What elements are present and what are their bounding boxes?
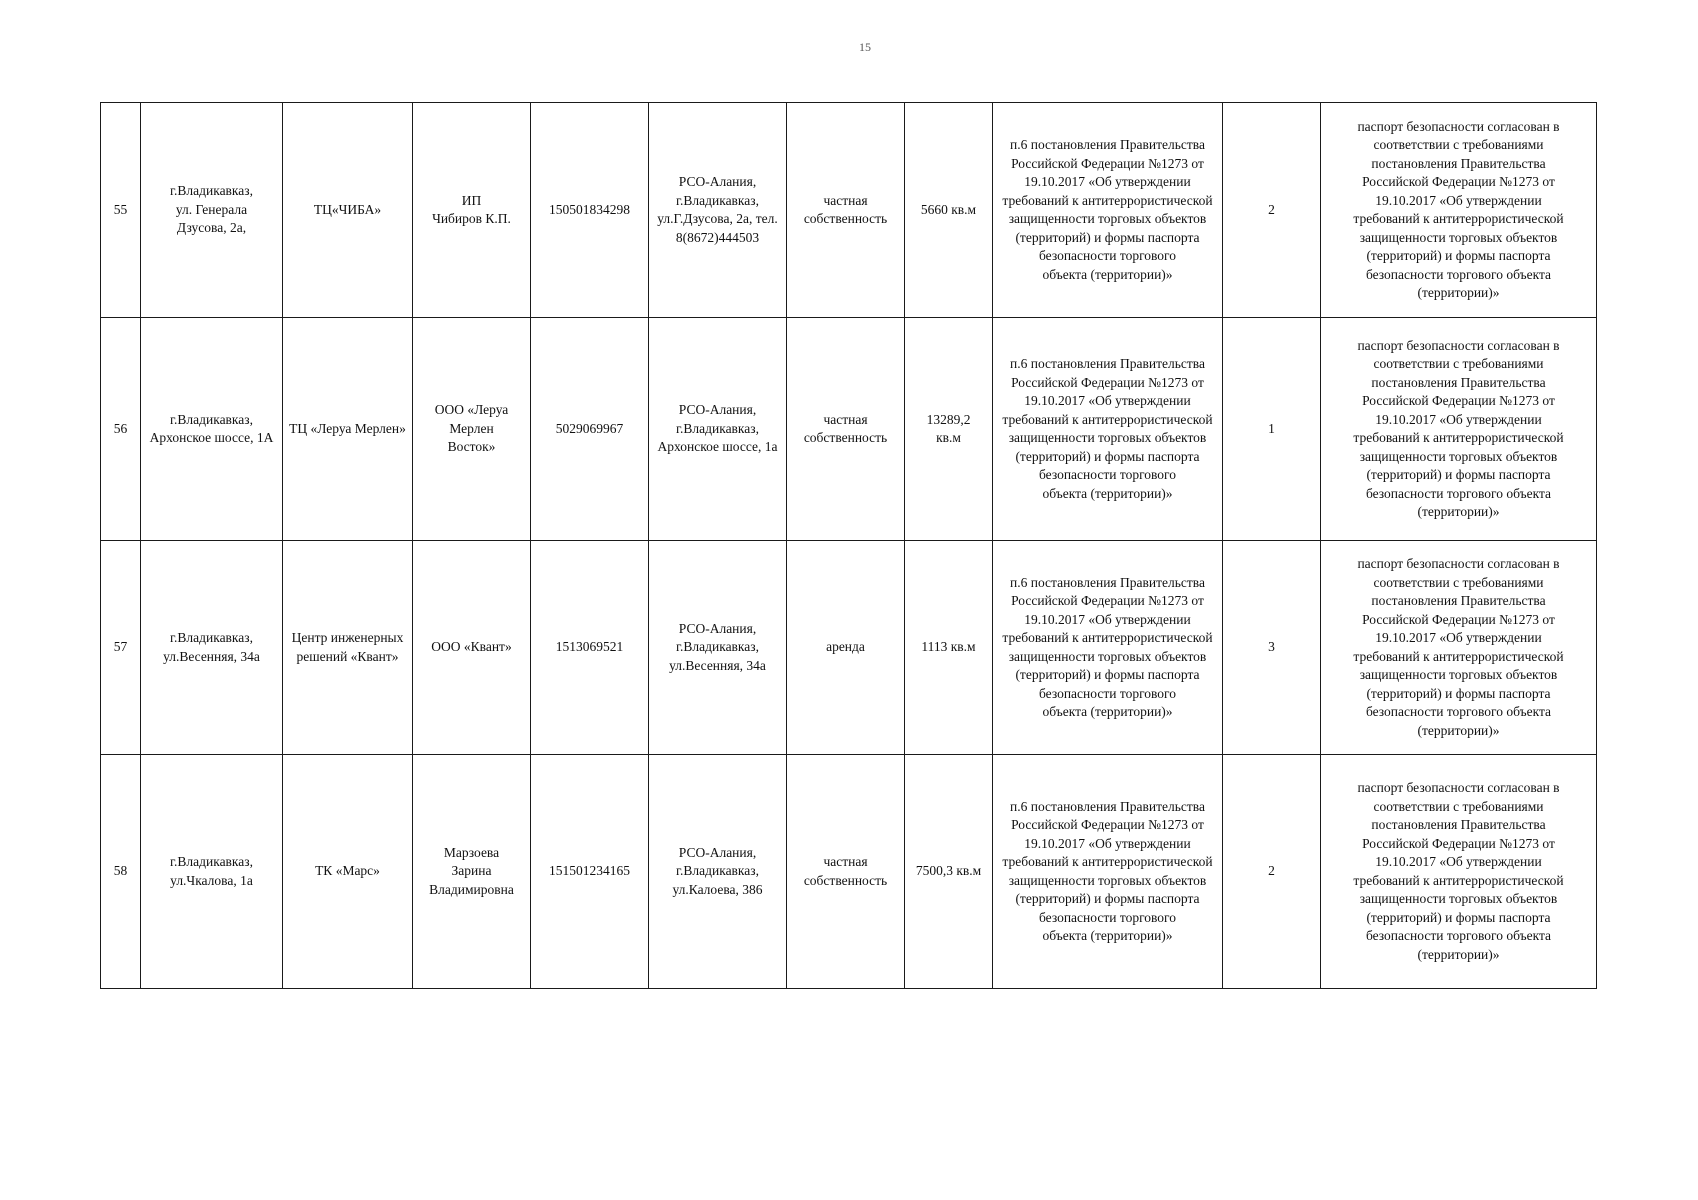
ownership-type: аренда <box>787 541 905 755</box>
object-area: 1113 кв.м <box>905 541 993 755</box>
passport-status: паспорт безопасности согласован в соответствии с требованиями постановления Правительства Российской Федерации №1273 от 19.10.2017 «Об утверждении требований к антитеррористической защищенности торговых объектов (территорий) и формы паспорта безопасности торгового объекта (территории)» <box>1321 318 1597 541</box>
object-area: 5660 кв.м <box>905 103 993 318</box>
object-name: ТЦ«ЧИБА» <box>283 103 413 318</box>
object-category: 2 <box>1223 755 1321 989</box>
legal-basis: п.6 постановления Правительства Российской Федерации №1273 от 19.10.2017 «Об утверждении требований к антитеррористической защищенности торговых объектов (территорий) и формы паспорта безопасности торгового объекта (территории)» <box>993 541 1223 755</box>
owner-address: РСО-Алания, г.Владикавказ, ул.Калоева, 386 <box>649 755 787 989</box>
row-number: 57 <box>101 541 141 755</box>
object-category: 1 <box>1223 318 1321 541</box>
object-location: г.Владикавказ, ул.Чкалова, 1а <box>141 755 283 989</box>
table-row <box>101 541 1597 755</box>
object-category: 2 <box>1223 103 1321 318</box>
ownership-type: частная собственность <box>787 755 905 989</box>
object-area: 13289,2 кв.м <box>905 318 993 541</box>
ownership-type: частная собственность <box>787 318 905 541</box>
owner-address: РСО-Алания, г.Владикавказ, ул.Весенняя, 34а <box>649 541 787 755</box>
owner-inn: 1513069521 <box>531 541 649 755</box>
table-row <box>101 318 1597 541</box>
object-area: 7500,3 кв.м <box>905 755 993 989</box>
passport-status: паспорт безопасности согласован в соответствии с требованиями постановления Правительства Российской Федерации №1273 от 19.10.2017 «Об утверждении требований к антитеррористической защищенности торговых объектов (территорий) и формы паспорта безопасности торгового объекта (территории)» <box>1321 755 1597 989</box>
passport-status: паспорт безопасности согласован в соответствии с требованиями постановления Правительства Российской Федерации №1273 от 19.10.2017 «Об утверждении требований к антитеррористической защищенности торговых объектов (территорий) и формы паспорта безопасности торгового объекта (территории)» <box>1321 103 1597 318</box>
table-row <box>101 103 1597 318</box>
row-number: 55 <box>101 103 141 318</box>
legal-basis: п.6 постановления Правительства Российской Федерации №1273 от 19.10.2017 «Об утверждении требований к антитеррористической защищенности торговых объектов (территорий) и формы паспорта безопасности торгового объекта (территории)» <box>993 755 1223 989</box>
page-number: 15 <box>859 40 871 54</box>
registry-table <box>100 102 1597 989</box>
owner-inn: 5029069967 <box>531 318 649 541</box>
object-owner: ИП Чибиров К.П. <box>413 103 531 318</box>
object-location: г.Владикавказ, ул. Генерала Дзусова, 2а, <box>141 103 283 318</box>
object-owner: ООО «Леруа Мерлен Восток» <box>413 318 531 541</box>
object-location: г.Владикавказ, Архонское шоссе, 1А <box>141 318 283 541</box>
row-number: 58 <box>101 755 141 989</box>
object-owner: ООО «Квант» <box>413 541 531 755</box>
object-name: ТЦ «Леруа Мерлен» <box>283 318 413 541</box>
object-name: ТК «Марс» <box>283 755 413 989</box>
legal-basis: п.6 постановления Правительства Российской Федерации №1273 от 19.10.2017 «Об утверждении требований к антитеррористической защищенности торговых объектов (территорий) и формы паспорта безопасности торгового объекта (территории)» <box>993 318 1223 541</box>
row-number: 56 <box>101 318 141 541</box>
owner-inn: 151501234165 <box>531 755 649 989</box>
object-name: Центр инженерных решений «Квант» <box>283 541 413 755</box>
ownership-type: частная собственность <box>787 103 905 318</box>
object-owner: Марзоева Зарина Владимировна <box>413 755 531 989</box>
object-location: г.Владикавказ, ул.Весенняя, 34а <box>141 541 283 755</box>
owner-address: РСО-Алания, г.Владикавказ, ул.Г.Дзусова, 2а, тел. 8(8672)444503 <box>649 103 787 318</box>
owner-address: РСО-Алания, г.Владикавказ, Архонское шоссе, 1а <box>649 318 787 541</box>
object-category: 3 <box>1223 541 1321 755</box>
owner-inn: 150501834298 <box>531 103 649 318</box>
passport-status: паспорт безопасности согласован в соответствии с требованиями постановления Правительства Российской Федерации №1273 от 19.10.2017 «Об утверждении требований к антитеррористической защищенности торговых объектов (территорий) и формы паспорта безопасности торгового объекта (территории)» <box>1321 541 1597 755</box>
table-row <box>101 755 1597 989</box>
legal-basis: п.6 постановления Правительства Российской Федерации №1273 от 19.10.2017 «Об утверждении требований к антитеррористической защищенности торговых объектов (территорий) и формы паспорта безопасности торгового объекта (территории)» <box>993 103 1223 318</box>
